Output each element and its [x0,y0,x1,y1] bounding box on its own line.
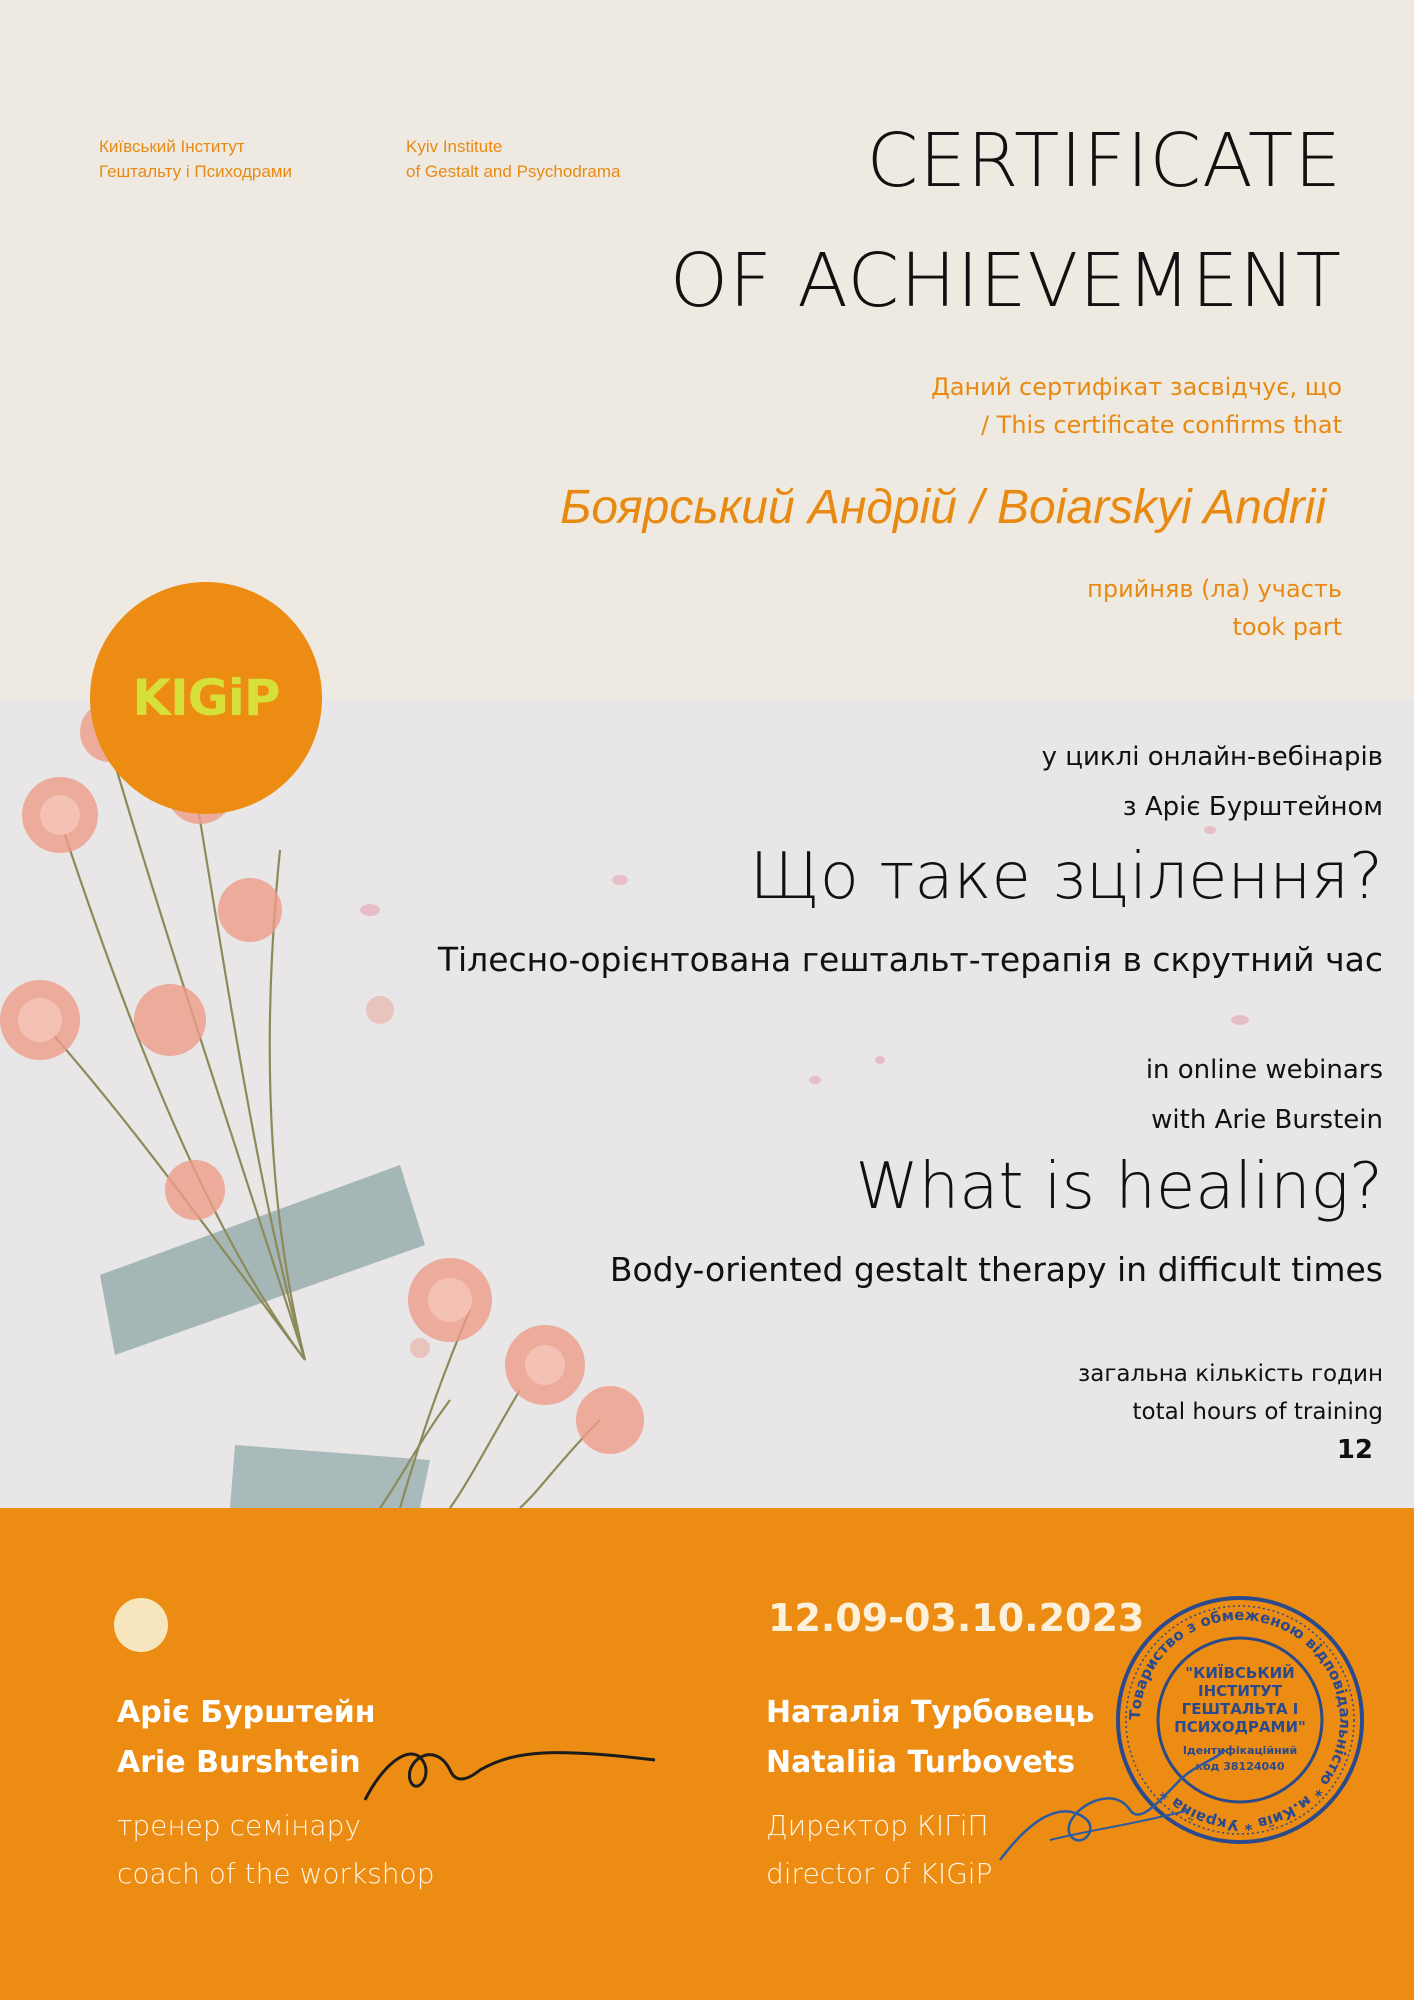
stamp-ring-text: Товариство з обмеженою відповідальністю * м.Київ * Україна * [1125,1605,1355,1835]
institute-name-en [406,134,621,184]
stamp-line2: ІНСТИТУТ [1198,1682,1282,1700]
webinar-title-en: What is healing? [855,1150,1383,1224]
took-part-text [1087,570,1342,646]
webinar-intro-en-line1: in online webinars [1145,1055,1383,1085]
confirms-en: / This certificate confirms that [980,411,1342,439]
webinar-intro-en [1146,1045,1383,1145]
confirms-ua: Даний сертифікат засвідчує, що [931,373,1342,401]
trainer-role-en: coach of the workshop [117,1857,435,1890]
institute-en-line2: of Gestalt and Psychodrama [406,162,621,181]
stamp-line4: ПСИХОДРАМИ" [1174,1718,1306,1736]
stamp-id-label: Ідентифікаційний [1182,1744,1298,1757]
confirms-text [931,368,1342,444]
stamp-line1: "КИЇВСЬКИЙ [1185,1664,1295,1682]
director-signature [990,1740,1230,1870]
director-name-en: Nataliia Turbovets [766,1745,1075,1780]
event-dates: 12.09-03.10.2023 [768,1596,1145,1640]
trainer-role-ua: тренер семінару [117,1809,361,1842]
webinar-intro-ua [1042,732,1383,832]
institute-en-line1: Kyiv Institute [406,137,503,156]
trainer-signature [355,1720,665,1810]
director-name-ua: Наталія Турбовець [766,1695,1095,1730]
kigip-logo [90,582,322,814]
webinar-intro-en-line2: with Arie Burstein [1151,1105,1383,1135]
certificate-title-line2: OF ACHIEVEMENT [669,238,1342,324]
webinar-subtitle-ua: Тілесно-орієнтована гештальт-терапія в скрутний час [437,940,1383,979]
webinar-intro-ua-line2: з Аріє Бурштейном [1122,792,1383,822]
content-section [0,669,1414,1508]
took-part-ua: прийняв (ла) участь [1087,575,1342,603]
webinar-title-ua: Що таке зцілення? [749,840,1383,914]
institute-ua-line2: Гештальту і Психодрами [99,162,292,181]
stamp-line3: ГЕШТАЛЬТА І [1181,1700,1299,1718]
webinar-intro-ua-line1: у циклі онлайн-вебінарів [1041,742,1383,772]
webinar-subtitle-en: Body-oriented gestalt therapy in difficult times [609,1250,1383,1289]
hours-block [1078,1355,1383,1469]
trainer-name-en: Arie Burshtein [117,1745,361,1780]
hours-label-en: total hours of training [1132,1399,1383,1425]
kigip-logo-text: KIGiP [132,669,280,727]
hours-label-ua: загальна кількість годин [1078,1361,1383,1387]
recipient-name: Боярський Андрій / Boiarskyi Andrii [560,481,1326,534]
institute-name-ua [99,134,292,184]
took-part-en: took part [1232,613,1342,641]
stamp-id-code: код 38124040 [1195,1760,1285,1773]
certificate-title-line1: CERTIFICATE [866,118,1342,204]
decorative-dot [114,1598,168,1652]
director-role-ua: Директор КІГіП [766,1809,989,1842]
hours-value: 12 [1336,1435,1373,1465]
institute-ua-line1: Київський Інститут [99,137,245,156]
trainer-name-ua: Аріє Бурштейн [117,1695,376,1730]
director-role-en: director of KIGiP [766,1857,993,1890]
